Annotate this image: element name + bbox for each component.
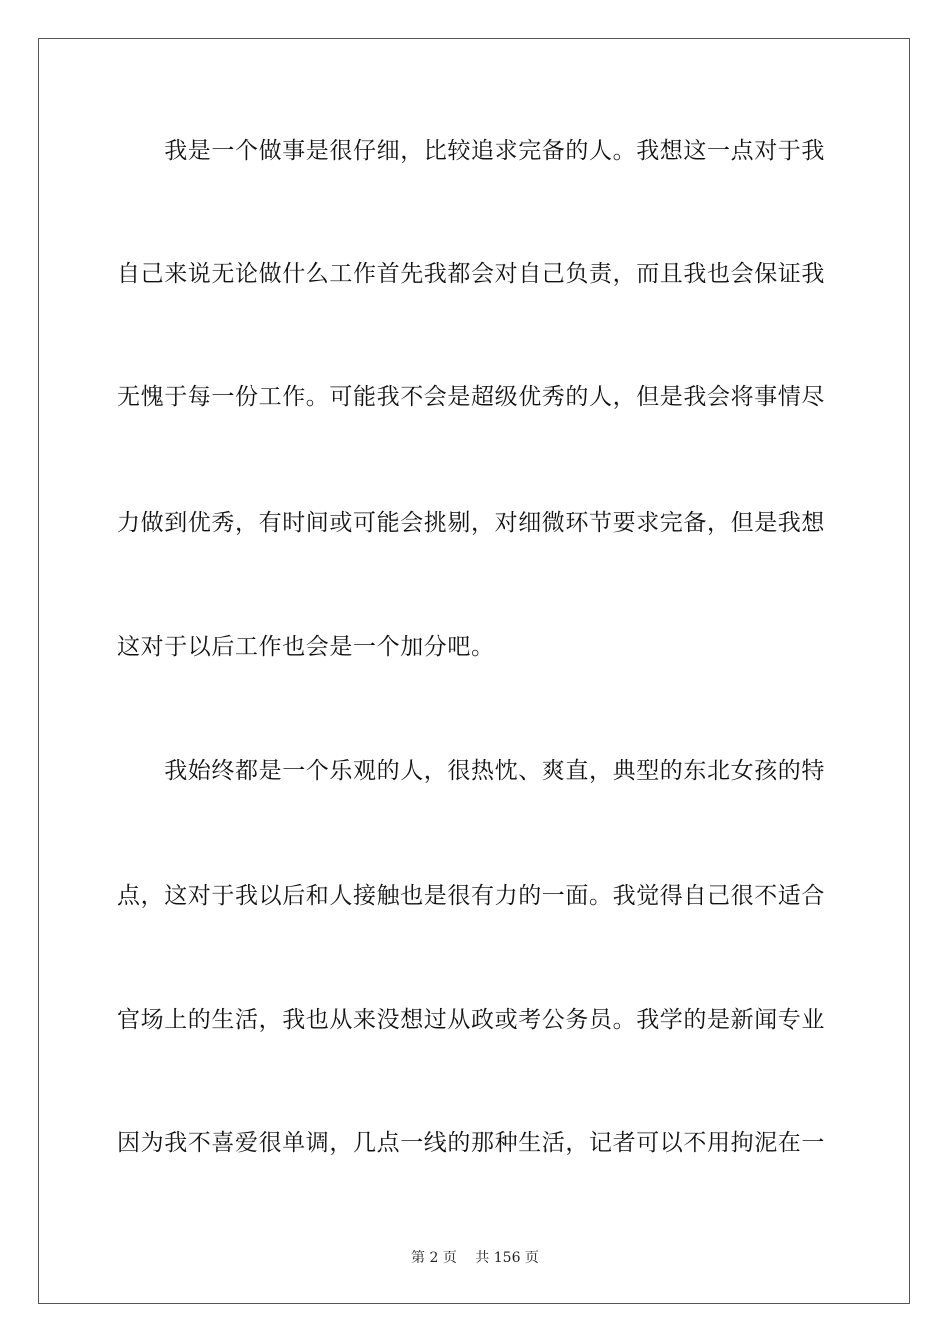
paragraph-line: 官场上的生活，我也从来没想过从政或考公务员。我学的是新闻专业	[117, 1007, 825, 1033]
page-border	[38, 38, 910, 1304]
paragraph-line: 点，这对于我以后和人接触也是很有力的一面。我觉得自己很不适合	[117, 883, 825, 909]
paragraph-line: 力做到优秀，有时间或可能会挑剔，对细微环节要求完备，但是我想	[117, 510, 825, 536]
paragraph-line: 因为我不喜爱很单调，几点一线的那种生活，记者可以不用拘泥在一	[117, 1130, 825, 1156]
paragraph-line: 我始终都是一个乐观的人，很热忱、爽直，典型的东北女孩的特	[117, 758, 825, 784]
paragraph-line: 自己来说无论做什么工作首先我都会对自己负责，而且我也会保证我	[117, 261, 825, 287]
paragraph-line: 无愧于每一份工作。可能我不会是超级优秀的人，但是我会将事情尽	[117, 384, 825, 410]
paragraph-line: 这对于以后工作也会是一个加分吧。	[117, 634, 495, 660]
page-number-footer: 第 2 页 共 156 页	[411, 1250, 539, 1266]
paragraph-line: 我是一个做事是很仔细，比较追求完备的人。我想这一点对于我	[117, 138, 825, 164]
